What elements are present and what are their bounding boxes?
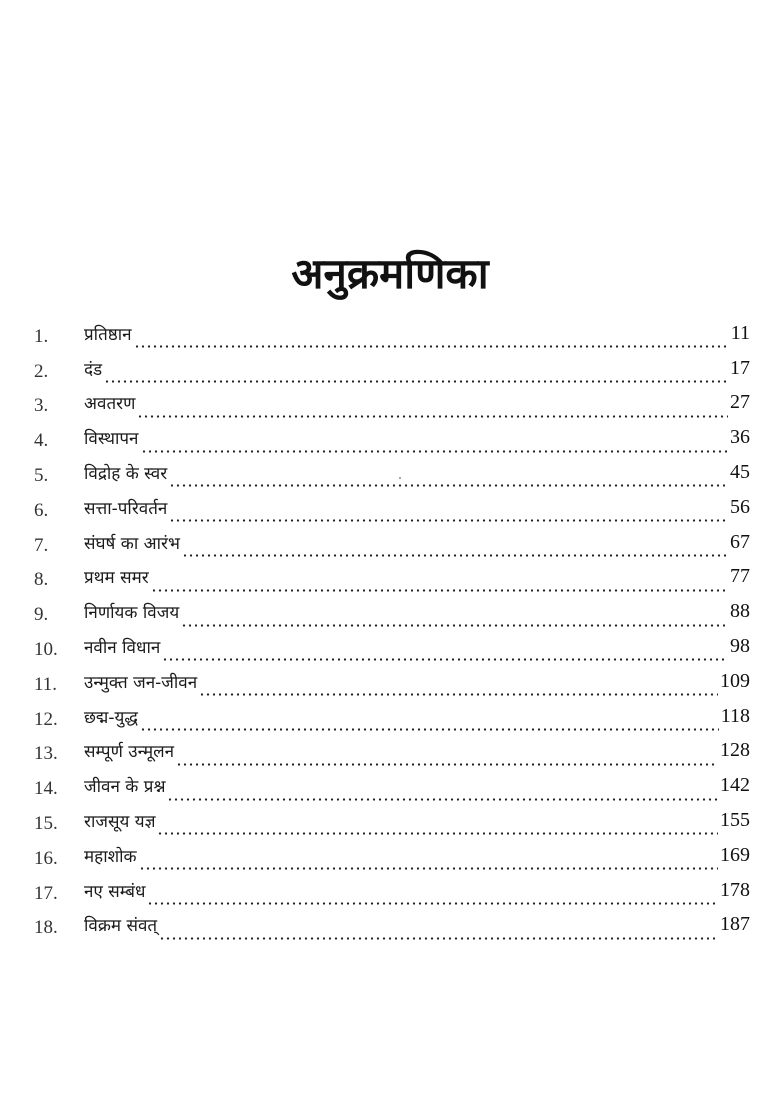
toc-entry-title: नवीन विधान: [84, 637, 161, 658]
toc-entry-title: प्रथम समर: [84, 568, 149, 589]
page-title: अनुक्रमणिका: [291, 249, 489, 299]
toc-entry: [34, 318, 750, 353]
toc-entry-number: 2.: [34, 360, 49, 382]
dot-leader: [199, 692, 718, 698]
toc-entry-title: जीवन के प्रश्न: [84, 777, 166, 798]
toc-entry-number: 11.: [34, 673, 58, 695]
toc-entry-title: विस्थापन: [84, 429, 139, 450]
dot-leader: [151, 587, 728, 593]
toc-entry: [34, 631, 750, 666]
toc-entry-page: 169: [720, 843, 750, 866]
toc-entry-title: दंड: [84, 359, 103, 380]
table-of-contents: [34, 318, 750, 944]
toc-entry-page: 109: [720, 669, 750, 692]
toc-entry: [34, 388, 750, 423]
toc-entry-title: प्रतिष्ठान: [84, 324, 132, 345]
toc-entry: [34, 422, 750, 457]
toc-entry-number: 3.: [34, 395, 49, 417]
toc-entry-page: 118: [720, 704, 750, 727]
toc-entry: [34, 457, 750, 492]
toc-entry-page: 142: [720, 774, 750, 797]
dot-leader: [137, 413, 728, 419]
toc-entry: [34, 596, 750, 631]
toc-entry-number: 12.: [34, 708, 58, 730]
toc-entry-title: सम्पूर्ण उन्मूलन: [84, 742, 175, 763]
toc-entry-number: 17.: [34, 882, 58, 904]
toc-entry-page: 98: [730, 634, 750, 657]
dot-leader: [176, 761, 718, 767]
toc-entry-page: 11: [730, 321, 750, 344]
toc-entry-number: 16.: [34, 847, 58, 869]
toc-entry-title: नए सम्बंध: [84, 881, 146, 902]
toc-entry-title: विद्रोह के स्वर: [84, 463, 168, 484]
toc-entry: [34, 805, 750, 840]
dot-leader: [169, 518, 728, 524]
toc-entry: [34, 770, 750, 805]
dot-leader: [181, 622, 728, 628]
dot-leader: [134, 344, 729, 350]
toc-entry: [34, 527, 750, 562]
toc-entry-page: 45: [730, 460, 750, 483]
toc-entry-page: 187: [720, 913, 750, 936]
toc-entry-page: 155: [720, 808, 750, 831]
dot-leader: [167, 796, 718, 802]
dot-leader: [162, 657, 728, 663]
toc-entry-number: 7.: [34, 534, 49, 556]
toc-entry: [34, 353, 750, 388]
toc-entry-title: राजसूय यज्ञ: [84, 811, 156, 832]
toc-entry: [34, 840, 750, 875]
toc-entry-number: 9.: [34, 604, 49, 626]
dot-leader: [182, 553, 728, 559]
toc-entry-number: 18.: [34, 917, 58, 939]
toc-entry-page: 128: [720, 739, 750, 762]
toc-entry-title: विक्रम संवत्: [84, 916, 158, 937]
toc-entry-title: महाशोक: [84, 846, 137, 867]
toc-entry: [34, 910, 750, 945]
toc-entry-page: 56: [730, 495, 750, 518]
toc-entry-number: 10.: [34, 638, 58, 660]
dot-leader: [139, 866, 718, 872]
toc-entry-number: 6.: [34, 499, 49, 521]
toc-entry-number: 5.: [34, 464, 49, 486]
toc-entry-number: 1.: [34, 325, 49, 347]
toc-entry-title: उन्मुक्त जन-जीवन: [84, 672, 198, 693]
toc-entry-page: 27: [730, 391, 750, 414]
toc-entry-number: 14.: [34, 778, 58, 800]
toc-entry-title: संघर्ष का आरंभ: [84, 533, 180, 554]
dot-leader: [104, 379, 728, 385]
toc-entry: [34, 736, 750, 771]
toc-entry: [34, 666, 750, 701]
toc-entry-page: 178: [720, 878, 750, 901]
toc-entry: [34, 701, 750, 736]
toc-entry-title: अवतरण: [84, 394, 136, 415]
toc-entry-page: 36: [730, 426, 750, 449]
toc-entry-page: 17: [730, 356, 750, 379]
toc-entry-page: 88: [730, 600, 750, 623]
toc-entry-title: सत्ता-परिवर्तन: [84, 498, 168, 519]
dot-leader: [169, 483, 728, 489]
dot-leader: [157, 831, 718, 837]
toc-entry: [34, 875, 750, 910]
toc-entry: [34, 562, 750, 597]
toc-entry-number: 8.: [34, 569, 49, 591]
toc-entry-number: 4.: [34, 430, 49, 452]
toc-entry-number: 15.: [34, 812, 58, 834]
dot-leader: [140, 727, 719, 733]
dot-leader: [147, 901, 718, 907]
toc-entry-title: छद्म-युद्ध: [84, 707, 138, 728]
toc-entry-page: 77: [730, 565, 750, 588]
toc-entry-title: निर्णायक विजय: [84, 603, 180, 624]
toc-entry-page: 67: [730, 530, 750, 553]
dot-leader: [141, 448, 729, 454]
toc-entry-number: 13.: [34, 743, 58, 765]
scan-speck: [399, 477, 401, 479]
toc-entry: [34, 492, 750, 527]
dot-leader: [159, 935, 718, 941]
